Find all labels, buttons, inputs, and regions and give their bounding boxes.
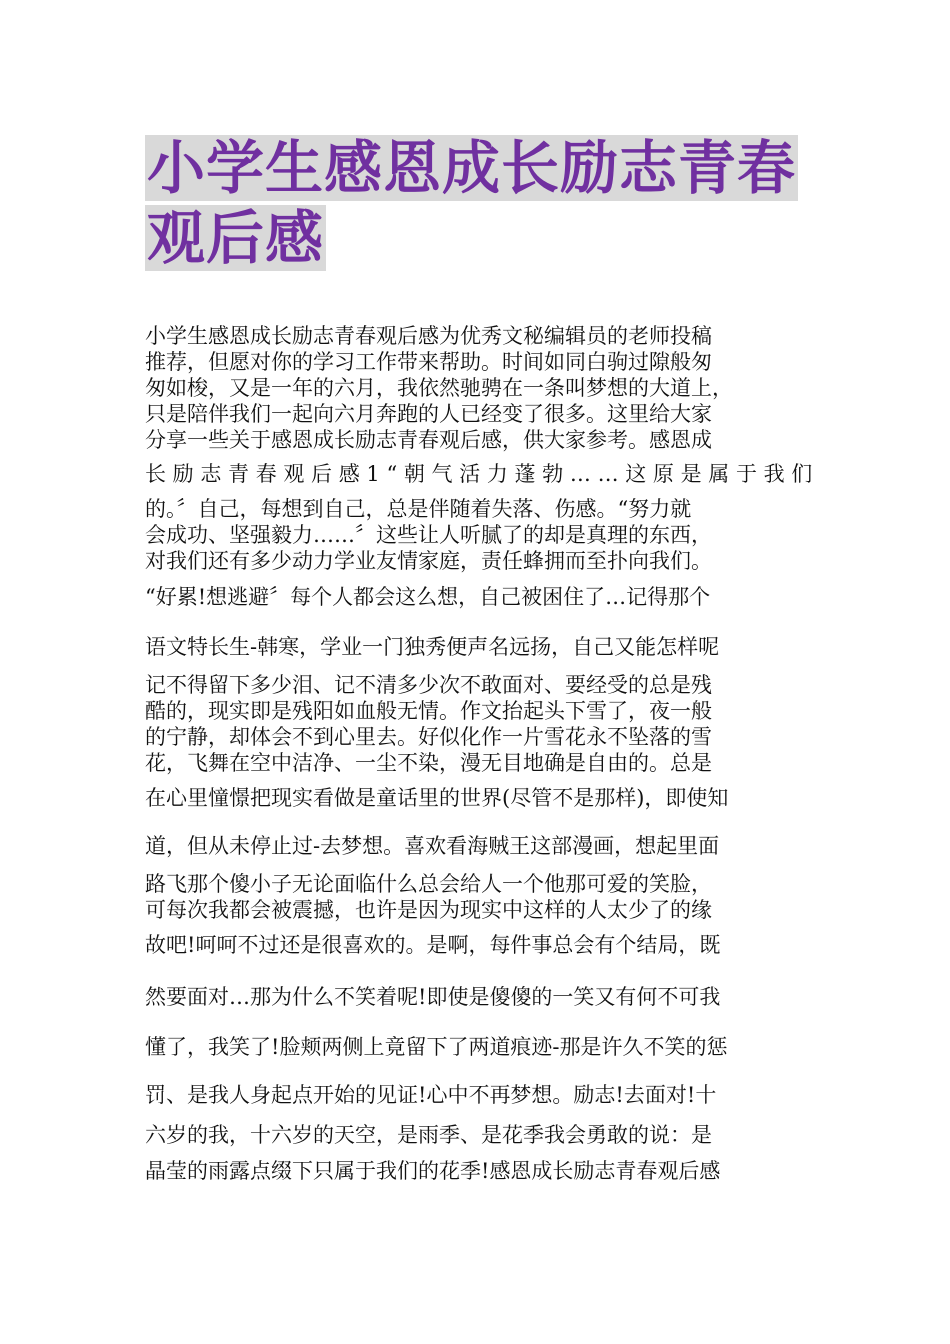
body-line: 在心里憧憬把现实看做是童话里的世界(尽管不是那样)，即使知 <box>145 786 729 810</box>
document-title <box>145 135 815 271</box>
body-line: 懂了，我笑了!脸颊两侧上竟留下了两道痕迹-那是许久不笑的惩 <box>145 1035 728 1059</box>
body-line: 可每次我都会被震撼，也许是因为现实中这样的人太少了的缘 <box>145 898 712 922</box>
body-line: 酷的，现实即是残阳如血般无情。作文抬起头下雪了，夜一般 <box>145 699 712 723</box>
body-line: 六岁的我，十六岁的天空，是雨季、是花季我会勇敢的说：是 <box>145 1123 712 1147</box>
body-line: 故吧!呵呵不过还是很喜欢的。是啊，每件事总会有个结局，既 <box>145 933 721 957</box>
body-line: 小学生感恩成长励志青春观后感为优秀文秘编辑员的老师投稿 <box>145 324 712 348</box>
body-line: 分享一些关于感恩成长励志青春观后感，供大家参考。感恩成 <box>145 428 712 452</box>
body-line: 匆如梭，又是一年的六月，我依然驰骋在一条叫梦想的大道上， <box>145 376 733 400</box>
body-line: 长 励 志 青 春 观 后 感 1 “ 朝 气 活 力 蓬 勃 … … 这 原 是 属 于 我 们 <box>145 462 813 486</box>
body-line: 道，但从未停止过-去梦想。喜欢看海贼王这部漫画，想起里面 <box>145 834 720 858</box>
title-line-1: 小学生感恩成长励志青春 <box>147 134 797 202</box>
body-line: 对我们还有多少动力学业友情家庭，责任蜂拥而至扑向我们。 <box>145 549 712 573</box>
body-line: “好累!想逃避〞每个人都会这么想，自己被困住了…记得那个 <box>145 585 711 609</box>
body-line: 只是陪伴我们一起向六月奔跑的人已经变了很多。这里给大家 <box>145 402 712 426</box>
body-line: 罚、是我人身起点开始的见证!心中不再梦想。励志!去面对!十 <box>145 1083 717 1107</box>
title-line-2: 观后感 <box>147 204 325 272</box>
body-line: 推荐，但愿对你的学习工作带来帮助。时间如同白驹过隙般匆 <box>145 350 712 374</box>
body-line: 记不得留下多少泪、记不清多少次不敢面对、要经受的总是残 <box>145 673 712 697</box>
body-line: 路飞那个傻小子无论面临什么总会给人一个他那可爱的笑脸， <box>145 872 712 896</box>
body-line: 语文特长生-韩寒，学业一门独秀便声名远扬，自己又能怎样呢 <box>145 635 720 659</box>
body-line: 然要面对…那为什么不笑着呢!即使是傻傻的一笑又有何不可我 <box>145 985 721 1009</box>
body-line: 花，飞舞在空中洁净、一尘不染，漫无目地确是自由的。总是 <box>145 751 712 775</box>
body-line: 晶莹的雨露点缀下只属于我们的花季!感恩成长励志青春观后感 <box>145 1159 721 1183</box>
body-line: 的宁静，却体会不到心里去。好似化作一片雪花永不坠落的雪 <box>145 725 712 749</box>
body-line: 的。〞自己，每想到自己，总是伴随着失落、伤感。“努力就 <box>145 497 692 521</box>
body-line: 会成功、坚强毅力……〞这些让人听腻了的却是真理的东西， <box>145 523 712 547</box>
